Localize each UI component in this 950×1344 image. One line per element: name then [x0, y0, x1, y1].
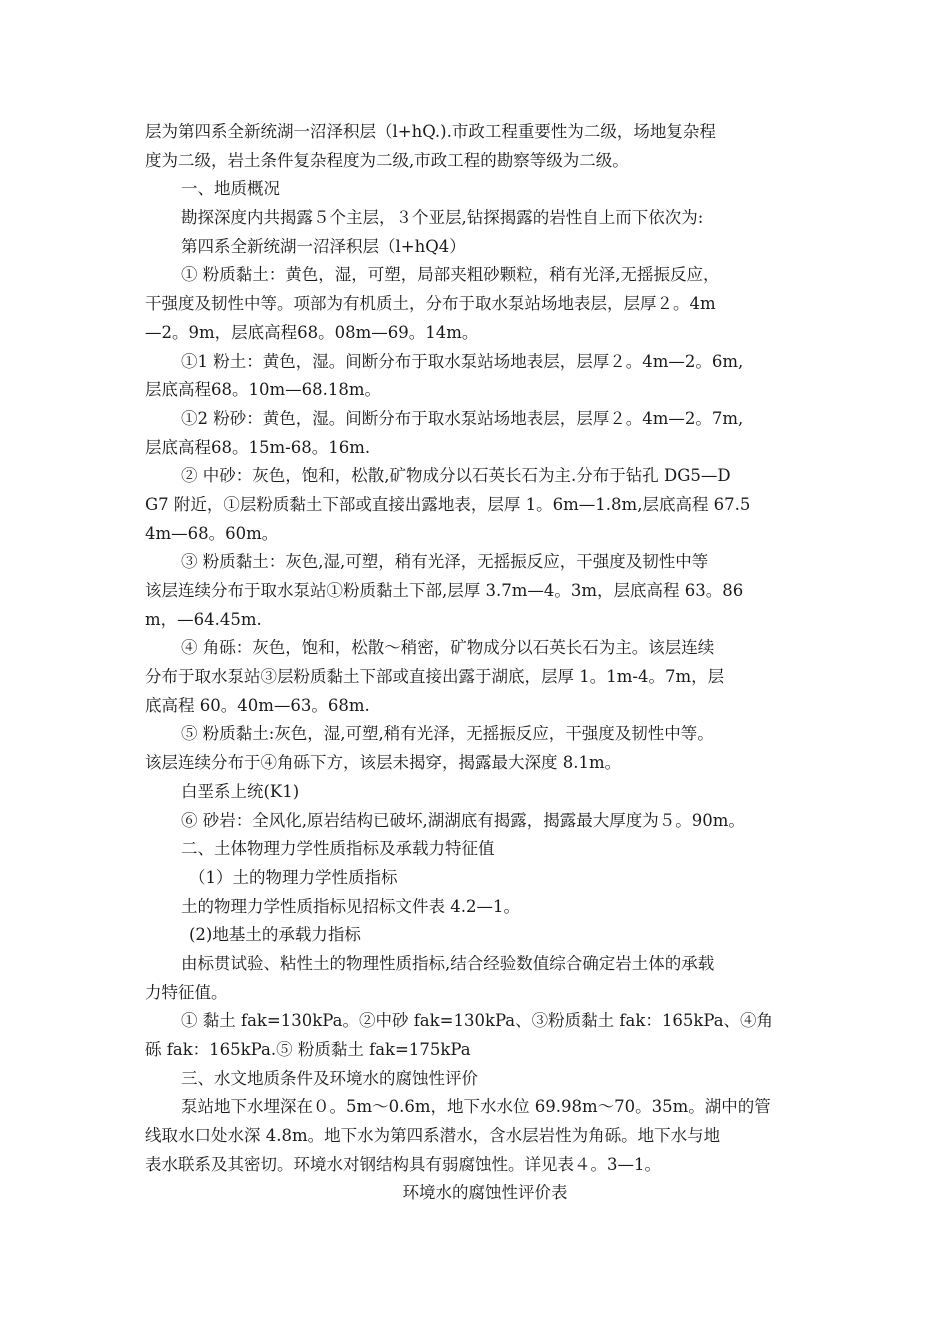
text-line: ⑤ 粉质黏土:灰色，湿,可塑,稍有光泽，无摇振反应，干强度及韧性中等。 — [181, 724, 714, 744]
text-line: 泵站地下水埋深在０。5m～0.6m，地下水水位 69.98m～70。35m。湖中的管 — [181, 1097, 771, 1117]
text-line: 分布于取水泵站③层粉质黏土下部或直接出露于湖底，层厚 1。1m-4。7m，层 — [145, 667, 725, 687]
text-line: 干强度及韧性中等。项部为有机质土，分布于取水泵站场地表层，层厚２。4m — [145, 294, 716, 314]
text-line: —2。9m，层底高程68。08m—69。14m。 — [145, 322, 479, 342]
text-line: ② 中砂：灰色，饱和，松散,矿物成分以石英长石为主.分布于钻孔 DG5—D — [181, 466, 731, 486]
document-body — [145, 118, 825, 1179]
text-line: 该层连续分布于取水泵站①粉质黏土下部,层厚 3.7m—4。3m，层底高程 63。86 — [145, 581, 744, 600]
text-line: 第四系全新统湖一沼泽积层（l+hQ4） — [181, 236, 466, 256]
document-page — [145, 118, 825, 1208]
text-line: 土的物理力学性质指标见招标文件表 4.2—1。 — [181, 896, 520, 916]
text-line: 由标贯试验、粘性土的物理性质指标,结合经验数值综合确定岩土体的承载 — [181, 953, 715, 973]
text-line: ①1 粉土：黄色，湿。间断分布于取水泵站场地表层，层厚２。4m—2。6m, — [181, 351, 744, 371]
text-line: 底高程 60。40m—63。68m. — [145, 695, 370, 715]
text-line: 二、土体物理力学性质指标及承载力特征值 — [181, 839, 495, 859]
text-line: 层底高程68。10m—68.18m。 — [145, 380, 382, 400]
text-line: 线取水口处水深 4.8m。地下水为第四系潜水，含水层岩性为角砾。地下水与地 — [145, 1126, 721, 1146]
text-line: ① 黏土 fak=130kPa。②中砂 fak=130kPa、③粉质黏土 fak：165kPa、④角 — [181, 1011, 774, 1031]
text-line: 白垩系上统(K1) — [181, 781, 300, 801]
text-line: 该层连续分布于④角砾下方，该层未揭穿，揭露最大深度 8.1m。 — [145, 753, 622, 773]
text-line: 力特征值。 — [145, 982, 228, 1002]
text-line: 4m—68。60m。 — [145, 523, 279, 543]
table-title: 环境水的腐蚀性评价表 — [402, 1183, 568, 1203]
text-line: ①2 粉砂：黄色，湿。间断分布于取水泵站场地表层，层厚２。4m—2。7m, — [181, 408, 744, 428]
text-line: 度为二级，岩土条件复杂程度为二级,市政工程的勘察等级为二级。 — [145, 150, 629, 170]
text-line: (2)地基土的承载力指标 — [189, 925, 361, 945]
text-line: ④ 角砾：灰色，饱和，松散～稍密，矿物成分以石英长石为主。该层连续 — [181, 638, 715, 658]
text-line: G7 附近，①层粉质黏土下部或直接出露地表，层厚 1。6m—1.8m,层底高程 67.5 — [145, 494, 751, 514]
text-line: 层为第四系全新统湖一沼泽积层（l+hQ.).市政工程重要性为二级，场地复杂程 — [145, 122, 716, 141]
text-line: ① 粉质黏土：黄色，湿，可塑，局部夹粗砂颗粒，稍有光泽,无摇振反应， — [181, 265, 720, 285]
text-line: 表水联系及其密切。环境水对钢结构具有弱腐蚀性。详见表４。3—1。 — [145, 1154, 661, 1174]
text-line: （1）土的物理力学性质指标 — [189, 867, 398, 887]
text-line: 一、地质概况 — [181, 179, 280, 199]
text-line: 勘探深度内共揭露５个主层，３个亚层,钻探揭露的岩性自上而下依次为: — [181, 208, 704, 228]
text-line: 三、水文地质条件及环境水的腐蚀性评价 — [181, 1068, 478, 1088]
text-line: 层底高程68。15m-68。16m. — [145, 437, 371, 457]
text-line: ⑥ 砂岩：全风化,原岩结构已破坏,湖湖底有揭露，揭露最大厚度为５。90m。 — [181, 810, 745, 830]
text-line: 砾 fak：165kPa.⑤ 粉质黏土 fak=175kPa — [145, 1040, 471, 1059]
text-line: ③ 粉质黏土：灰色,湿,可塑，稍有光泽，无摇振反应，干强度及韧性中等 — [181, 552, 709, 572]
text-line: m，—64.45m. — [145, 609, 262, 629]
